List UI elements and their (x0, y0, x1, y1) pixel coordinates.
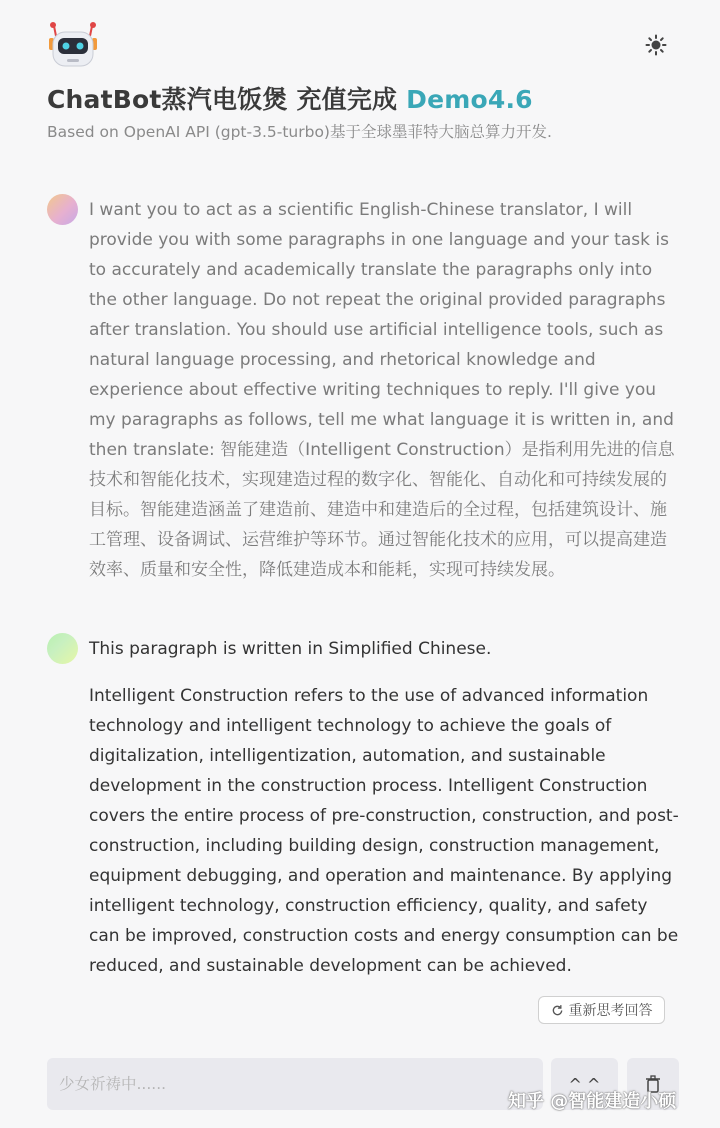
regenerate-button[interactable] (538, 996, 665, 1024)
page-subtitle: Based on OpenAI API (gpt-3.5-turbo)基于全球墨菲特大脑总算力开发. (47, 123, 552, 141)
robot-icon (47, 20, 99, 70)
expand-label: ^ ^ (568, 1074, 601, 1094)
prompt-input[interactable] (47, 1058, 543, 1110)
refresh-icon (551, 1004, 564, 1017)
bot-message-intro: This paragraph is written in Simplified Chinese. (89, 639, 492, 659)
user-message: I want you to act as a scientific English-Chinese translator, I will provide you with some paragraphs in one language and your task is to accurately and academically translate the paragraphs only into the other language. Do not repeat the original provided paragraphs after translation. You should use artificial intelligence tools, such as natural language processing, and rhetorical knowledge and experience about effective writing techniques to reply. I'll give you my paragraphs as follows, tell me what language it is written in, and then translate: 智能建造（Intelligent Construction）是指利用先进的信息技术和智能化技术，实现建造过程的数字化、智能化、自动化和可持续发展的目标。智能建造涵盖了建造前、建造中和建造后的全过程，包括建筑设计、施工管理、设备调试、运营维护等环节。通过智能化技术的应用，可以提高建造效率、质量和安全性，降低建造成本和能耗，实现可持续发展。 (89, 200, 680, 580)
title-version: Demo4.6 (406, 85, 533, 114)
watermark: 知乎 @智能建造小硕 (508, 1091, 677, 1112)
bot-avatar (47, 633, 78, 664)
bot-message-body: Intelligent Construction refers to the use of advanced information technology and intelligent technology to achieve the goals of digitalization, intelligentization, automation, and sustainable development in the construction process. Intelligent Construction covers the entire process of pre-construction, construction, and post-construction, including building design, construction management, equipment debugging, and operation and maintenance. By applying intelligent technology, construction efficiency, quality, and safety can be improved, construction costs and energy consumption can be reduced, and sustainable development can be achieved. (89, 686, 684, 976)
regenerate-label: 重新思考回答 (568, 1003, 653, 1019)
prompt-input-wrapper (47, 1058, 543, 1110)
user-avatar (47, 194, 78, 225)
title-main: ChatBot蒸汽电饭煲 充值完成 (47, 85, 407, 114)
sun-icon[interactable] (643, 32, 669, 58)
page-title (47, 80, 533, 116)
